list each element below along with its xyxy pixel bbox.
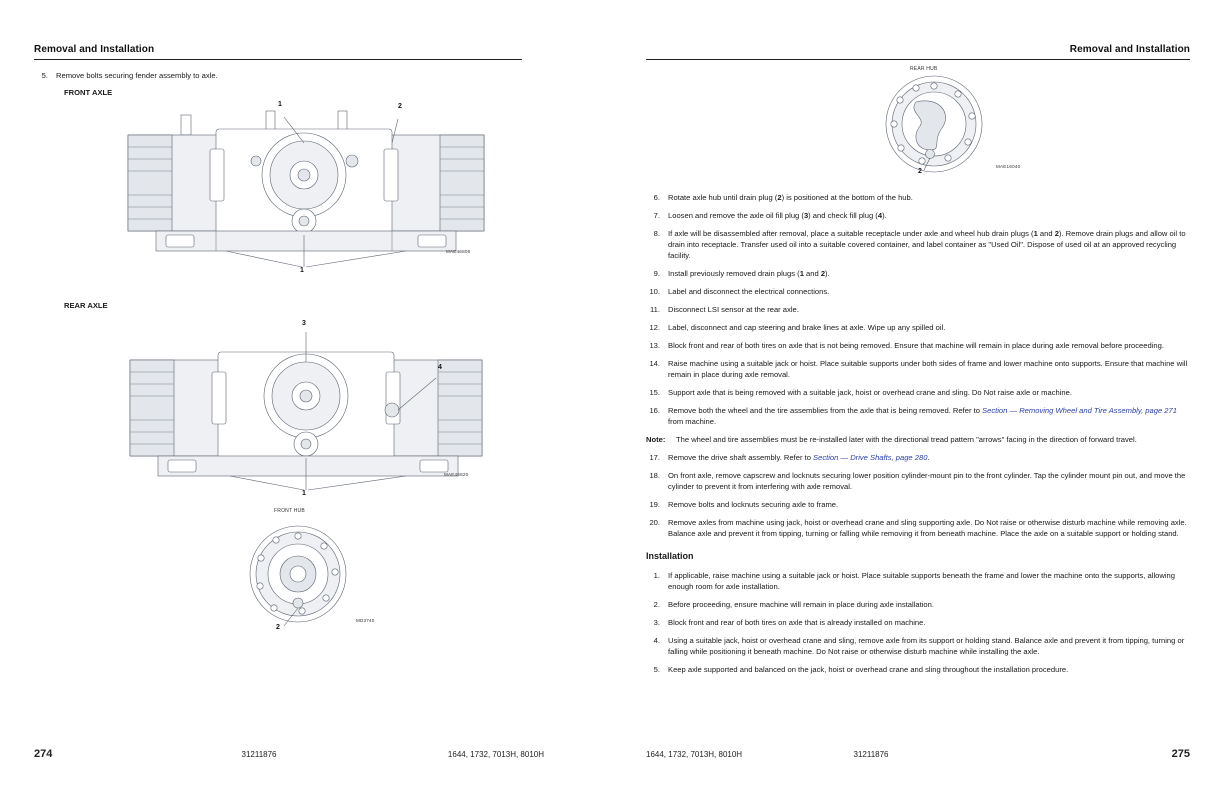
step-callout-ref: 2: [1054, 229, 1059, 238]
step-number: 3.: [653, 618, 660, 627]
step-text-run: Label and disconnect the electrical connections.: [668, 287, 830, 296]
rear-axle-drawing: [106, 316, 506, 506]
step-text: Remove bolts securing fender assembly to axle.: [56, 71, 218, 80]
step-text-run: If axle will be disassembled after removal, place a suitable receptacle under axle and wheel hub drain plugs (: [668, 229, 1034, 238]
step-callout-ref: 1: [1033, 229, 1038, 238]
step-text-run: Using a suitable jack, hoist or overhead crane and sling, remove axle from its support or holding stand. Balance axle and prevent it from tipping, turning or falling while positioning it beneath machine. Do Not raise or otherwise disturb machine while installing the axle.: [668, 636, 1185, 656]
step-text-run: .: [927, 453, 930, 462]
list-item: [646, 617, 1190, 628]
installation-steps-list: [646, 570, 1190, 675]
steps-list-right-2: [646, 452, 1190, 539]
step-number: 17.: [649, 453, 660, 462]
figure-front-hub: [214, 508, 414, 638]
step-callout-ref: 2: [820, 269, 826, 278]
step-text: [668, 635, 1190, 657]
page-number-right: 275: [1171, 748, 1190, 760]
figure-code-front-hub: MD3740: [356, 618, 375, 623]
callout-2-rear-hub: 2: [918, 168, 922, 175]
step-text-run: from machine.: [668, 417, 717, 426]
step-text: [668, 192, 1190, 203]
step-number: 11.: [650, 305, 660, 314]
step-number: 9.: [653, 269, 660, 278]
front-axle-drawing: [106, 103, 506, 283]
step-text-run: Before proceeding, ensure machine will remain in place during axle installation.: [668, 600, 934, 609]
callout-3: 3: [302, 320, 306, 327]
step-number: 16.: [649, 406, 660, 415]
step-number: 18.: [649, 471, 660, 480]
footer-right: [646, 748, 1190, 760]
step-text-run: If applicable, raise machine using a suitable jack or hoist. Place suitable supports beneath the frame and lower the machine onto the supports, allowing enough room for axle installation.: [668, 571, 1175, 591]
front-axle-label: FRONT AXLE: [64, 88, 113, 97]
step-text: [668, 210, 1190, 221]
step-text: [668, 664, 1190, 675]
note-label: Note:: [646, 435, 666, 444]
list-item: [646, 268, 1190, 279]
step-text: [668, 358, 1190, 380]
step-number: 5.: [653, 665, 660, 674]
step-number: 2.: [653, 600, 660, 609]
page-right: [612, 0, 1224, 792]
callout-1-top: 1: [278, 101, 282, 108]
cross-reference-link[interactable]: Section — Removing Wheel and Tire Assembly, page 271: [982, 406, 1177, 415]
list-item: [646, 304, 1190, 315]
figure-title-front-hub: FRONT HUB: [274, 508, 305, 514]
page-header-left: Removal and Installation: [34, 44, 155, 55]
list-item: [34, 70, 578, 81]
step-text-run: Rotate axle hub until drain plug (: [668, 193, 778, 202]
step-text-run: ).: [882, 211, 887, 220]
header-rule-left: [34, 59, 522, 60]
note-block: [646, 434, 1190, 445]
list-item: [646, 499, 1190, 510]
step-text: [668, 470, 1190, 492]
list-item: [646, 387, 1190, 398]
step-text-run: ) and check fill plug (: [808, 211, 878, 220]
step-text-run: Block front and rear of both tires on axle that is not being removed. Ensure that machine will remain in place during axle removal before proceeding.: [668, 341, 1164, 350]
figure-code-front-axle: MAE46808: [446, 249, 471, 254]
list-item: [646, 599, 1190, 610]
step-number: 8.: [653, 229, 660, 238]
step-text-run: Keep axle supported and balanced on the jack, hoist or overhead crane and sling throughout the installation procedure.: [668, 665, 1069, 674]
list-item: [646, 286, 1190, 297]
front-hub-drawing: [214, 508, 414, 638]
step-text: [668, 268, 1190, 279]
callout-1-bottom: 1: [300, 267, 304, 274]
figure-rear-axle: [106, 316, 506, 506]
cross-reference-link[interactable]: Section — Drive Shafts, page 280: [813, 453, 928, 462]
installation-heading: Installation: [646, 551, 694, 561]
step-text: [668, 405, 1190, 427]
step-text-run: Remove bolts and locknuts securing axle to frame.: [668, 500, 839, 509]
page-header-right: Removal and Installation: [1069, 44, 1190, 55]
step-number: 12.: [649, 323, 660, 332]
list-item: [646, 570, 1190, 592]
step-text-run: Label, disconnect and cap steering and brake lines at axle. Wipe up any spilled oil.: [668, 323, 946, 332]
doc-number-right: 31211876: [853, 750, 889, 759]
step-text: [668, 517, 1190, 539]
step-number: 20.: [649, 518, 660, 527]
list-item: [646, 635, 1190, 657]
step-text-run: ).: [825, 269, 830, 278]
step-text-run: and: [803, 269, 821, 278]
list-item: [646, 452, 1190, 463]
list-item: [646, 340, 1190, 351]
figure-code-rear-axle: MAE46820: [444, 472, 469, 477]
step-text-run: Install previously removed drain plugs (: [668, 269, 800, 278]
doc-number-left: 31211876: [241, 750, 277, 759]
step-text: [668, 228, 1190, 261]
step-text-run: Disconnect LSI sensor at the rear axle.: [668, 305, 799, 314]
step-text-run: Support axle that is being removed with a suitable jack, hoist or overhead crane and sling. Do Not raise axle or machine.: [668, 388, 1072, 397]
step-text: [668, 304, 1190, 315]
step-text-run: Remove axles from machine using jack, hoist or overhead crane and sling supporting axle. Do Not raise or otherwise disturb machine while removing axle. Balance axle and prevent it from tipping, turning or falling while removing it from beneath machine. Place the axle on a suitable support or holding stand.: [668, 518, 1187, 538]
list-item: [646, 358, 1190, 380]
callout-2-top: 2: [398, 103, 402, 110]
list-item: [646, 192, 1190, 203]
step-text-run: ). Remove drain plugs and allow oil to drain into receptacle. Transfer used oil into a suitable covered container, and label container as "Used Oil". Dispose of used oil at an approved recycling facility.: [668, 229, 1186, 260]
callout-1-rear: 1: [302, 490, 306, 497]
step-callout-ref: 3: [803, 211, 809, 220]
step-number: 1.: [653, 571, 660, 580]
rear-axle-label: REAR AXLE: [64, 301, 108, 310]
step-text: [668, 322, 1190, 333]
list-item: [646, 517, 1190, 539]
step-callout-ref: 4: [877, 211, 883, 220]
step-text-run: and: [1037, 229, 1055, 238]
list-item: [646, 470, 1190, 492]
step-text-run: Raise machine using a suitable jack or hoist. Place suitable supports under both sides of frame and lower machine onto supports. Ensure that machine will remain in place during axle removal.: [668, 359, 1188, 379]
step-text: [668, 599, 1190, 610]
figure-code-rear-hub: MAE16040: [996, 164, 1021, 169]
step-number: 4.: [653, 636, 660, 645]
step-text: [668, 452, 1190, 463]
models-left: 1644, 1732, 7013H, 8010H: [447, 750, 544, 759]
step-text-run: On front axle, remove capscrew and locknuts securing lower position cylinder-mount pin to the front cylinder. Tap the cylinder mount pin out, and move the cylinder to prevent it from interfering with axle removal.: [668, 471, 1186, 491]
list-item: [646, 322, 1190, 333]
step-number: 14.: [649, 359, 660, 368]
list-item: [646, 210, 1190, 221]
step-text: [668, 617, 1190, 628]
models-right: 1644, 1732, 7013H, 8010H: [646, 750, 743, 759]
step-number: 15.: [649, 388, 660, 397]
step-callout-ref: 1: [799, 269, 804, 278]
step-text-run: ) is positioned at the bottom of the hub.: [781, 193, 913, 202]
step-number: 5.: [41, 71, 48, 80]
step-text-run: Loosen and remove the axle oil fill plug (: [668, 211, 804, 220]
callout-2-front-hub: 2: [276, 624, 280, 631]
step-number: 6.: [653, 193, 660, 202]
step-text: [668, 570, 1190, 592]
note-text: The wheel and tire assemblies must be re-installed later with the directional tread pattern "arrows" facing in the direction of forward travel.: [676, 435, 1137, 444]
steps-list-right: [646, 192, 1190, 427]
header-rule-right: [646, 59, 1190, 60]
step-text-run: Remove the drive shaft assembly. Refer to: [668, 453, 814, 462]
callout-4: 4: [438, 364, 442, 371]
list-item: [646, 228, 1190, 261]
step-callout-ref: 2: [777, 193, 782, 202]
figure-title-rear-hub: REAR HUB: [910, 66, 938, 72]
page-number-left: 274: [34, 748, 53, 760]
list-item: [646, 405, 1190, 427]
step-text: [668, 340, 1190, 351]
step-text: [668, 387, 1190, 398]
list-item: [646, 664, 1190, 675]
step-number: 13.: [649, 341, 660, 350]
step-text-run: Remove both the wheel and the tire assemblies from the axle that is being removed. Refer to: [668, 406, 983, 415]
step-text-run: Block front and rear of both tires on axle that is already installed on machine.: [668, 618, 926, 627]
step-number: 10.: [649, 287, 660, 296]
step-number: 19.: [649, 500, 660, 509]
step-text: [668, 499, 1190, 510]
footer-left: [34, 748, 578, 760]
step-text: [668, 286, 1190, 297]
figure-front-axle: [106, 103, 506, 283]
figure-rear-hub: [846, 66, 1046, 184]
step-number: 7.: [653, 211, 660, 220]
